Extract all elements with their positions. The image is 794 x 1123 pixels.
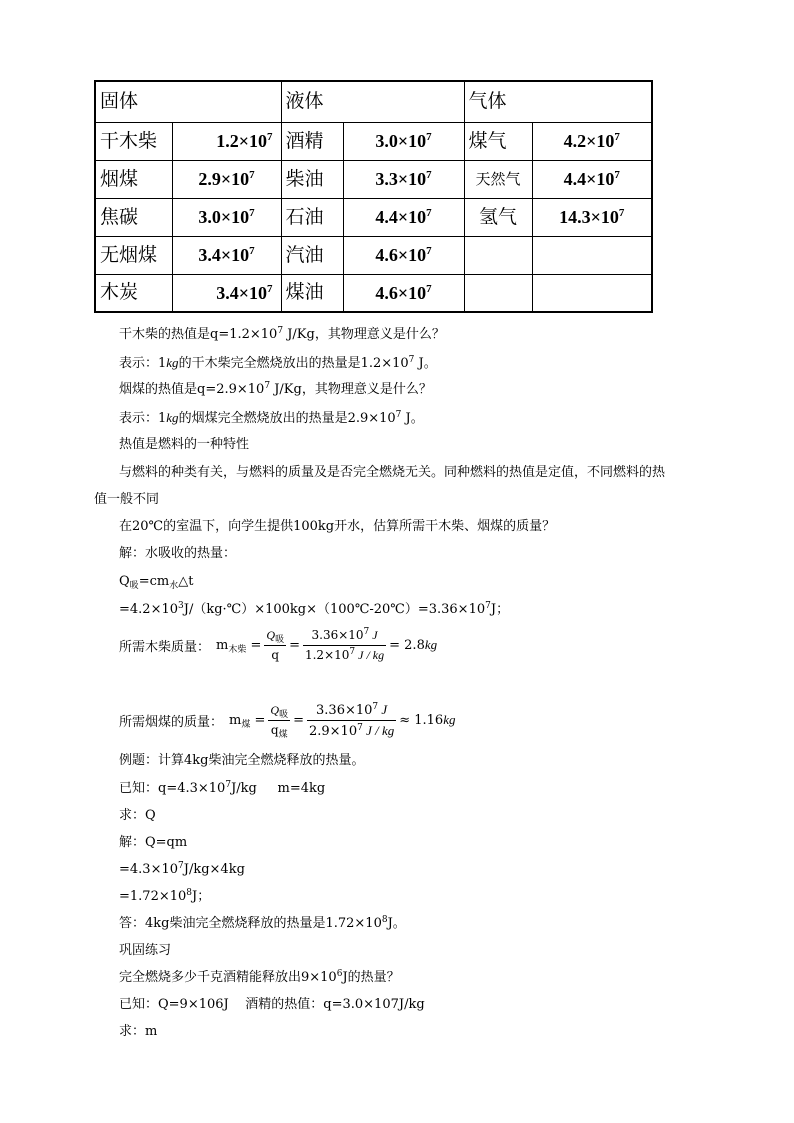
heat-value-table — [94, 80, 653, 313]
example-calc-2: $=1.72\times 10^8J$； — [119, 888, 211, 904]
table-row — [95, 236, 652, 274]
liquid-name: 汽油 — [281, 236, 343, 274]
problem-statement: 在20℃的室温下，向学生提供100kg开水，估算所需干木柴、烟煤的质量？ — [119, 519, 556, 534]
gas-value: $4.2\times 10^7$ — [532, 122, 652, 160]
question-wood-meaning: 干木柴的热值是$q=1.2\times 10^7$ J/Kg，其物理意义是什么？ — [119, 326, 445, 342]
table-row — [95, 274, 652, 312]
example-answer: 答：4kg柴油完全燃烧释放的热量是$1.72\times 10^8J$。 — [119, 915, 406, 931]
solid-name: 无烟煤 — [95, 236, 172, 274]
liquid-value: $4.4\times 10^7$ — [343, 198, 464, 236]
coal-mass-formula: 所需烟煤的质量： $m_煤$ = $\frac{Q_吸}{q_煤}$ = $\frac{3.36\times 10^7 J}{2.9\times 10^7 J / kg}$ ≈ 1.16 kg — [119, 701, 456, 740]
liquid-name: 酒精 — [281, 122, 343, 160]
liquid-name: 煤油 — [281, 274, 343, 312]
solid-value: $2.9\times 10^7$ — [172, 160, 281, 198]
answer-coal-meaning: 表示：1kg的烟煤完全燃烧放出的热量是$2.9\times 10^7$ J。 — [119, 410, 424, 426]
solution-heading: 解：水吸收的热量： — [119, 546, 237, 561]
practice-question: 完全燃烧多少千克酒精能释放出$9\times 10^6J$的热量？ — [119, 969, 400, 985]
solid-name: 烟煤 — [95, 160, 172, 198]
table-row — [95, 198, 652, 236]
liquid-value: $3.0\times 10^7$ — [343, 122, 464, 160]
example-find: 求：Q — [119, 808, 156, 823]
gas-value — [532, 274, 652, 312]
header-liquid: 液体 — [281, 81, 464, 122]
practice-find: 求：m — [119, 1024, 158, 1039]
liquid-name: 柴油 — [281, 160, 343, 198]
header-solid: 固体 — [95, 81, 281, 122]
table-row — [95, 160, 652, 198]
solid-value: $3.0\times 10^7$ — [172, 198, 281, 236]
solid-value: $1.2\times 10^7$ — [172, 122, 281, 160]
practice-known: 已知：Q=9×106J 酒精的热值：q=3.0×107J/kg — [119, 997, 425, 1012]
solid-name: 木炭 — [95, 274, 172, 312]
question-coal-meaning: 烟煤的热值是$q=2.9\times 10^7$ J/Kg，其物理意义是什么？ — [119, 381, 432, 397]
liquid-name: 石油 — [281, 198, 343, 236]
gas-name: 煤气 — [464, 122, 532, 160]
gas-name: 氢气 — [464, 198, 532, 236]
liquid-value: $3.3\times 10^7$ — [343, 160, 464, 198]
liquid-value: $4.6\times 10^7$ — [343, 274, 464, 312]
practice-heading: 巩固练习 — [119, 943, 172, 958]
header-gas: 气体 — [464, 81, 652, 122]
fraction: $\frac{Q_吸}{q_煤}$ — [270, 703, 289, 740]
example-known: 已知：$q=4.3\times 10^7J/kg$ m=4kg — [119, 780, 326, 796]
liquid-value: $4.6\times 10^7$ — [343, 236, 464, 274]
fraction: $\frac{3.36\times 10^7 J}{1.2\times 10^7 J / kg}$ — [304, 626, 385, 662]
solution-calculation: $=4.2\times 10^3J/(kg\cdot℃)\times 100kg\times(100℃-20℃)=3.36\times 10^7J$； — [119, 601, 510, 617]
example-title: 例题：计算4kg柴油完全燃烧释放的热量。 — [119, 753, 365, 768]
example-solution: 解：Q=qm — [119, 835, 188, 850]
fraction: $\frac{Q_吸}{q}$ — [266, 628, 285, 662]
table-row — [95, 122, 652, 160]
solid-name: 焦碳 — [95, 198, 172, 236]
gas-value: $4.4\times 10^7$ — [532, 160, 652, 198]
example-calc-1: $=4.3\times 10^7J/kg\times 4kg$ — [119, 861, 245, 877]
gas-name — [464, 274, 532, 312]
solid-name: 干木柴 — [95, 122, 172, 160]
solution-formula: $Q_吸=cm_水\triangle t$ — [119, 574, 194, 591]
answer-wood-meaning: 表示：1kg的干木柴完全燃烧放出的热量是$1.2\times 10^7$ J。 — [119, 355, 437, 371]
property-description: 与燃料的种类有关，与燃料的质量及是否完全燃烧无关。同种燃料的热值是定值，不同燃料的热 — [119, 465, 666, 480]
property-heading: 热值是燃料的一种特性 — [119, 437, 250, 452]
fraction: $\frac{3.36\times 10^7 J}{2.9\times 10^7 J / kg}$ — [308, 701, 395, 739]
solid-value: $3.4\times 10^7$ — [172, 274, 281, 312]
gas-value: $14.3\times 10^7$ — [532, 198, 652, 236]
gas-value — [532, 236, 652, 274]
wood-mass-formula: 所需木柴质量： $m_{木柴}$ = $\frac{Q_吸}{q}$ = $\frac{3.36\times 10^7 J}{1.2\times 10^7 J / kg}$ = 2.8 kg — [119, 626, 438, 662]
gas-name: 天然气 — [464, 160, 532, 198]
property-description-cont: 值一般不同 — [94, 492, 160, 507]
gas-name — [464, 236, 532, 274]
solid-value: $3.4\times 10^7$ — [172, 236, 281, 274]
